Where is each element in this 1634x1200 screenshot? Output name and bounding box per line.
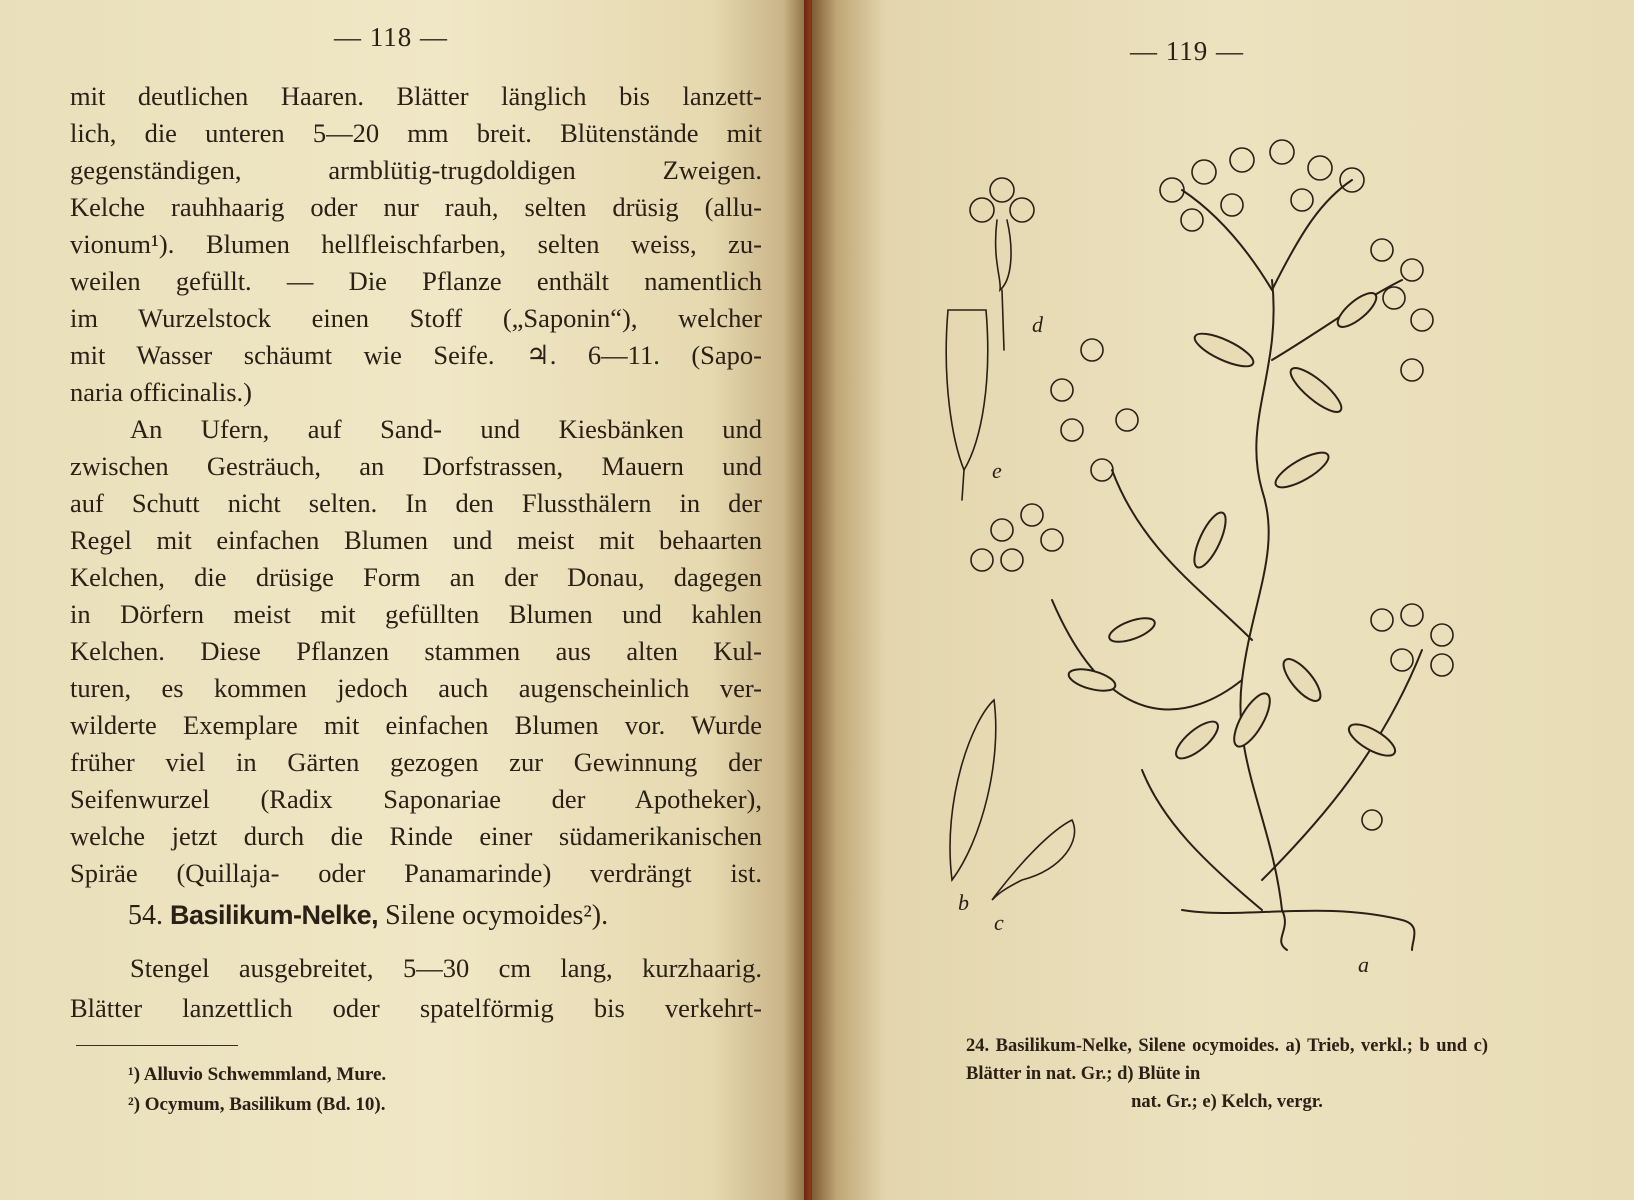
page-number-right: — 119 — — [1130, 36, 1244, 66]
flower-cluster — [1371, 239, 1433, 381]
detail-calyx — [946, 310, 988, 500]
plant-leaf — [1285, 362, 1347, 418]
page-number-left: — 118 — — [334, 22, 448, 52]
footnotes — [128, 1060, 386, 1120]
botanical-illustration — [942, 120, 1502, 1020]
plant-leaf — [1344, 718, 1399, 761]
text-line: mit deutlichen Haaren. Blätter länglich bis lanzett- — [70, 81, 762, 111]
label-d: d — [1032, 312, 1043, 337]
plant-stem — [1052, 600, 1242, 709]
footnote-rule — [76, 1045, 238, 1046]
plant-leaf — [1227, 689, 1276, 752]
text-line: im Wurzelstock einen Stoff („Saponin“), welcher — [70, 303, 762, 333]
caption-line: verkl.; b und c) Blätter in nat. Gr.; d) Blüte in — [966, 1036, 1488, 1084]
species-name: Basilikum-Nelke, — [170, 900, 379, 930]
text-line: früher viel in Gärten gezogen zur Gewinnung der — [70, 747, 762, 777]
text-line: Spiräe (Quillaja- oder Panamarinde) verdrängt ist. — [70, 858, 762, 888]
plant-stem — [1240, 280, 1282, 910]
text-line: Kelchen, die drüsige Form an der Donau, dagegen — [70, 562, 762, 592]
text-line: Blätter lanzettlich oder spatelförmig bis verkehrt- — [70, 993, 762, 1023]
detail-leaves — [950, 700, 1075, 900]
figure-caption — [966, 1032, 1488, 1116]
plant-leaf — [1278, 654, 1327, 707]
plant-leaf — [1171, 716, 1224, 765]
flower-cluster — [1051, 339, 1138, 481]
plant-leaf — [1191, 327, 1257, 372]
text-line: Kelchen. Diese Pflanzen stammen aus alten Kul- — [70, 636, 762, 666]
detail-flower — [970, 178, 1034, 350]
text-line: wilderte Exemplare mit einfachen Blumen vor. Wurde — [70, 710, 762, 740]
label-c: c — [994, 910, 1004, 935]
text-line: turen, es kommen jedoch auch augenscheinlich ver- — [70, 673, 762, 703]
body-text-left — [70, 78, 762, 892]
label-a: a — [1358, 952, 1369, 977]
text-line: Regel mit einfachen Blumen und meist mit behaarten — [70, 525, 762, 555]
flower-cluster — [1362, 604, 1453, 830]
flower-cluster — [1160, 140, 1364, 231]
plant-stem — [1112, 470, 1252, 640]
flower-cluster — [971, 504, 1063, 571]
plant-stem — [1262, 650, 1422, 880]
caption-line: nat. Gr.; e) Kelch, vergr. — [1131, 1092, 1323, 1112]
text-line: mit Wasser schäumt wie Seife. ♃. 6—11. (Sapo- — [70, 340, 762, 370]
footnote-2: ²) Ocymum, Basilikum (Bd. 10). — [128, 1094, 386, 1115]
plant-root — [1281, 910, 1287, 950]
text-line: naria officinalis.) — [70, 377, 252, 407]
text-line: An Ufern, auf Sand- und Kiesbänken und — [130, 414, 762, 444]
species-number: 54. — [128, 900, 163, 931]
paragraph-1 — [70, 78, 762, 411]
footnote-1: ¹) Alluvio Schwemmland, Mure. — [128, 1064, 387, 1085]
plant-stem — [1142, 770, 1262, 910]
label-e: e — [992, 458, 1002, 483]
species-latin-name: Silene ocymoides²). — [385, 900, 609, 931]
text-line: auf Schutt nicht selten. In den Flussthälern in der — [70, 488, 762, 518]
text-line: Seifenwurzel (Radix Saponariae der Apotheker), — [70, 784, 762, 814]
plant-leaf — [1333, 288, 1381, 333]
plant-root — [1182, 910, 1415, 950]
text-line: welche jetzt durch die Rinde einer südamerikanischen — [70, 821, 762, 851]
paragraph-2 — [70, 411, 762, 892]
left-page — [0, 0, 808, 1200]
text-line: zwischen Gesträuch, an Dorfstrassen, Mauern und — [70, 451, 762, 481]
plant-stem — [1272, 280, 1402, 360]
caption-line: 24. Basilikum-Nelke, Silene ocymoides. a) Trieb, — [966, 1036, 1355, 1056]
text-line: weilen gefüllt. — Die Pflanze enthält namentlich — [70, 266, 762, 296]
text-line: gegenständigen, armblütig-trugdoldigen Zweigen. — [70, 155, 762, 185]
plant-leaf — [1271, 446, 1333, 493]
label-b: b — [958, 890, 969, 915]
text-line: Stengel ausgebreitet, 5—30 cm lang, kurzhaarig. — [130, 953, 762, 983]
plant-leaf — [1106, 613, 1157, 646]
right-page — [812, 0, 1634, 1200]
text-line: vionum¹). Blumen hellfleischfarben, selten weiss, zu- — [70, 229, 762, 259]
paragraph-3 — [70, 948, 762, 1028]
text-line: Kelche rauhhaarig oder nur rauh, selten drüsig (allu- — [70, 192, 762, 222]
plant-stem — [1182, 190, 1272, 290]
text-line: in Dörfern meist mit gefüllten Blumen und kahlen — [70, 599, 762, 629]
plant-leaf — [1188, 509, 1231, 572]
text-line: lich, die unteren 5—20 mm breit. Blütenstände mit — [70, 118, 762, 148]
species-heading — [128, 900, 768, 932]
